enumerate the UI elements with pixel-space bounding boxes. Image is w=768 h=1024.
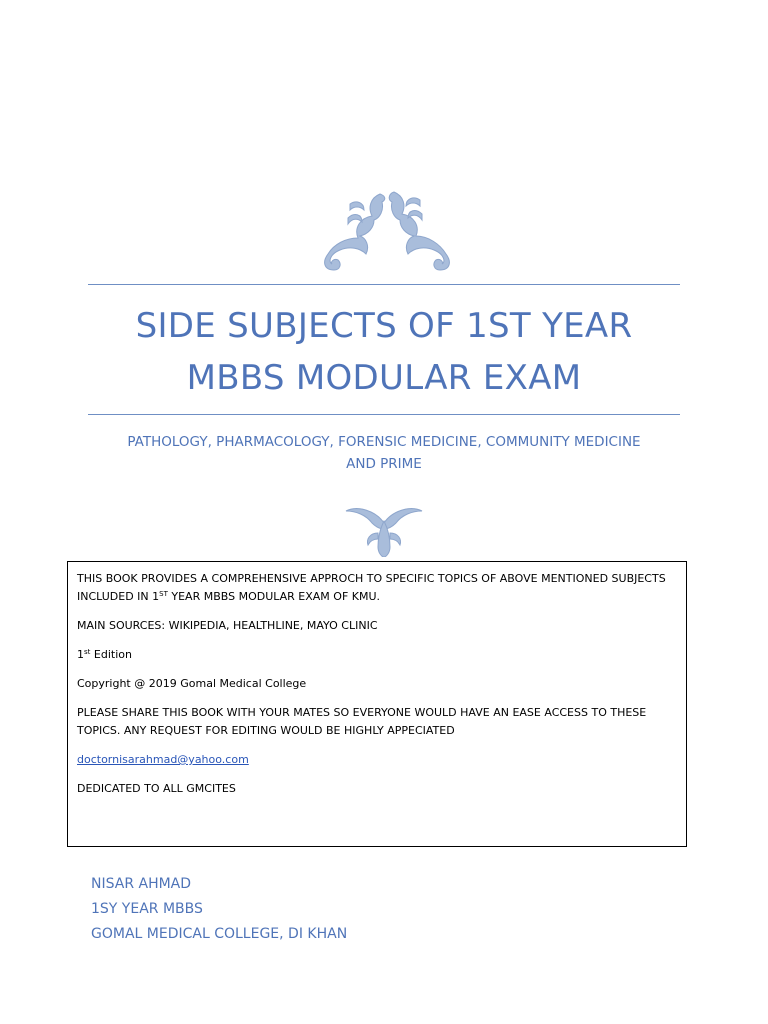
- author-name: NISAR AHMAD: [91, 876, 192, 892]
- title-line-1: SIDE SUBJECTS OF 1ST YEAR: [135, 306, 633, 346]
- edition-line: [77, 646, 677, 664]
- intro-text-part1: THIS BOOK PROVIDES A COMPREHENSIVE APPROCH TO SPECIFIC TOPICS OF ABOVE MENTIONED SUBJECTS INCLUDED IN 1: [77, 572, 666, 603]
- intro-text-part2: YEAR MBBS MODULAR EXAM OF KMU.: [167, 590, 381, 603]
- edition-number: 1: [77, 648, 84, 661]
- sources-text: MAIN SOURCES: WIKIPEDIA, HEALTHLINE, MAYO CLINIC: [77, 619, 378, 632]
- dedication-text: DEDICATED TO ALL GMCITES: [77, 782, 236, 795]
- share-note: PLEASE SHARE THIS BOOK WITH YOUR MATES SO EVERYONE WOULD HAVE AN EASE ACCESS TO THESE TOPICS. ANY REQUEST FOR EDITING WOULD BE HIGHLY APPECIATED: [77, 706, 647, 737]
- author-block: [91, 872, 347, 947]
- title-bottom-rule: [88, 414, 680, 415]
- author-year: 1SY YEAR MBBS: [91, 901, 203, 917]
- subtitle: [88, 431, 680, 475]
- subtitle-line-2: AND PRIME: [346, 456, 422, 472]
- document-title: [88, 300, 680, 404]
- author-college: GOMAL MEDICAL COLLEGE, DI KHAN: [91, 926, 348, 942]
- floral-scroll-icon: [310, 188, 458, 274]
- email-link[interactable]: doctornisarahmad@yahoo.com: [77, 753, 249, 766]
- intro-superscript: ST: [159, 590, 168, 598]
- title-line-2: MBBS MODULAR EXAM: [186, 358, 582, 398]
- title-top-rule: [88, 284, 680, 285]
- fleur-ornament-icon: [344, 503, 424, 557]
- copyright-text: Copyright @ 2019 Gomal Medical College: [77, 677, 307, 690]
- intro-paragraph: [77, 570, 677, 606]
- info-box: [67, 561, 687, 847]
- email-paragraph: [77, 751, 677, 769]
- edition-superscript: st: [84, 648, 91, 656]
- subtitle-line-1: PATHOLOGY, PHARMACOLOGY, FORENSIC MEDICINE, COMMUNITY MEDICINE: [127, 434, 641, 450]
- edition-text: Edition: [90, 648, 132, 661]
